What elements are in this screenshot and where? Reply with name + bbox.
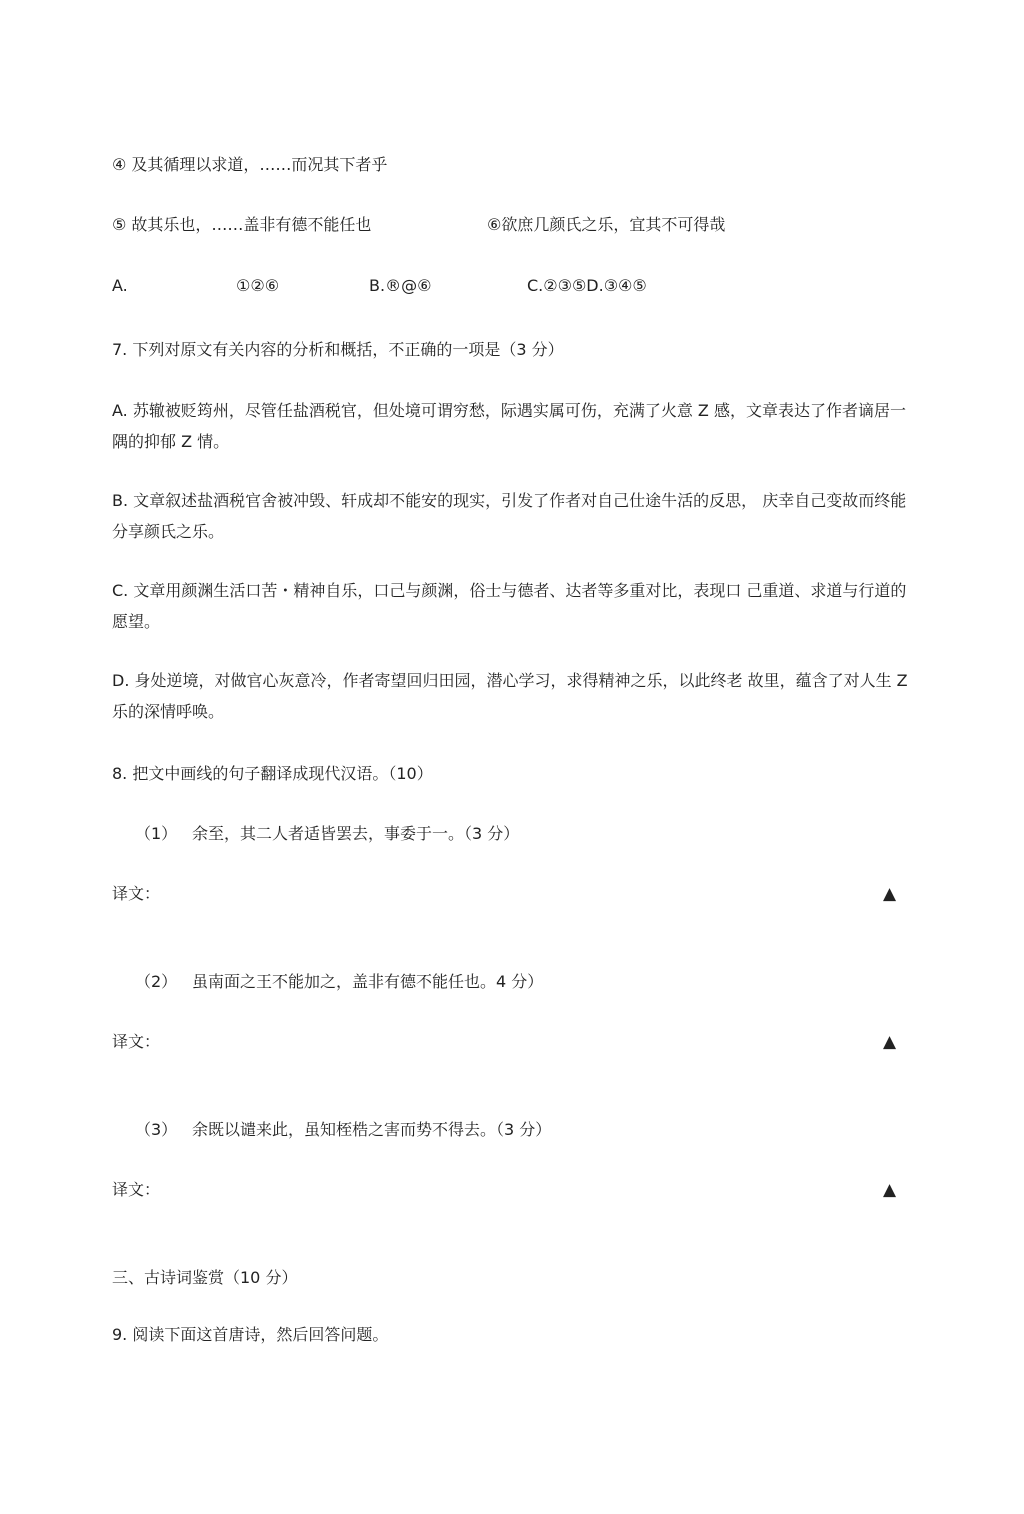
q8-item-2-number: （2） xyxy=(135,972,178,991)
q7-option-d: D. 身处逆境，对做官心灰意冷，作者寄望回归田园，潜心学习，求得精神之乐，以此终老 故里，蕴含了对人生 Z 乐的深情呼唤。 xyxy=(112,671,908,721)
q6-item-5: ⑤ 故其乐也，……盖非有德不能任也 xyxy=(112,215,372,234)
q6-item-4: ④ 及其循理以求道，……而况其下者乎 xyxy=(112,155,388,174)
q8-item-1-translation-label: 译文： xyxy=(112,884,161,903)
q8-item-2-text: 虽南面之王不能加之，盖非有德不能任也。4 分） xyxy=(192,972,544,991)
q9-stem: 9. 阅读下面这首唐诗，然后回答问题。 xyxy=(112,1325,389,1344)
q7-option-c: C. 文章用颜渊生活口苦・精神自乐，口己与颜渊，俗士与德者、达者等多重对比，表现口 己重道、求道与行道的愿望。 xyxy=(112,581,907,631)
q6-option-a-label: A. xyxy=(112,276,128,295)
q8-item-3-number: （3） xyxy=(135,1120,178,1139)
q8-item-3-text: 余既以谴来此，虽知桎梏之害而势不得去。（3 分） xyxy=(192,1120,552,1139)
q6-option-cd: C.②③⑤D.③④⑤ xyxy=(527,276,647,295)
q8-item-1-number: （1） xyxy=(135,824,178,843)
q8-item-3-translation-label: 译文： xyxy=(112,1180,161,1199)
answer-marker-icon: ▲ xyxy=(883,1032,897,1052)
q7-option-b: B. 文章叙述盐酒税官舍被冲毁、轩成却不能安的现实，引发了作者对自己仕途牛活的反思， 庆幸自己变故而终能分享颜氏之乐。 xyxy=(112,491,907,541)
q6-option-b: B.®@⑥ xyxy=(369,276,432,295)
q6-item-6: ⑥欲庶几颜氏之乐，宜其不可得哉 xyxy=(487,215,726,234)
q7-stem: 7. 下列对原文有关内容的分析和概括，不正确的一项是（3 分） xyxy=(112,340,564,359)
q6-option-a-value: ①②⑥ xyxy=(236,276,280,295)
q7-option-a: A. 苏辙被贬筠州，尽管任盐酒税官，但处境可谓穷愁，际遇实属可伤，充满了火意 Z 感，文章表达了作者谪居一隅的抑郁 Z 情。 xyxy=(112,401,906,451)
answer-marker-icon: ▲ xyxy=(883,884,897,904)
q8-stem: 8. 把文中画线的句子翻译成现代汉语。（10） xyxy=(112,764,433,783)
section-3-heading: 三、古诗词鉴赏（10 分） xyxy=(112,1268,298,1287)
answer-marker-icon: ▲ xyxy=(883,1180,897,1200)
q8-item-1-text: 余至，其二人者适皆罢去，事委于一。（3 分） xyxy=(192,824,520,843)
q8-item-2-translation-label: 译文： xyxy=(112,1032,161,1051)
